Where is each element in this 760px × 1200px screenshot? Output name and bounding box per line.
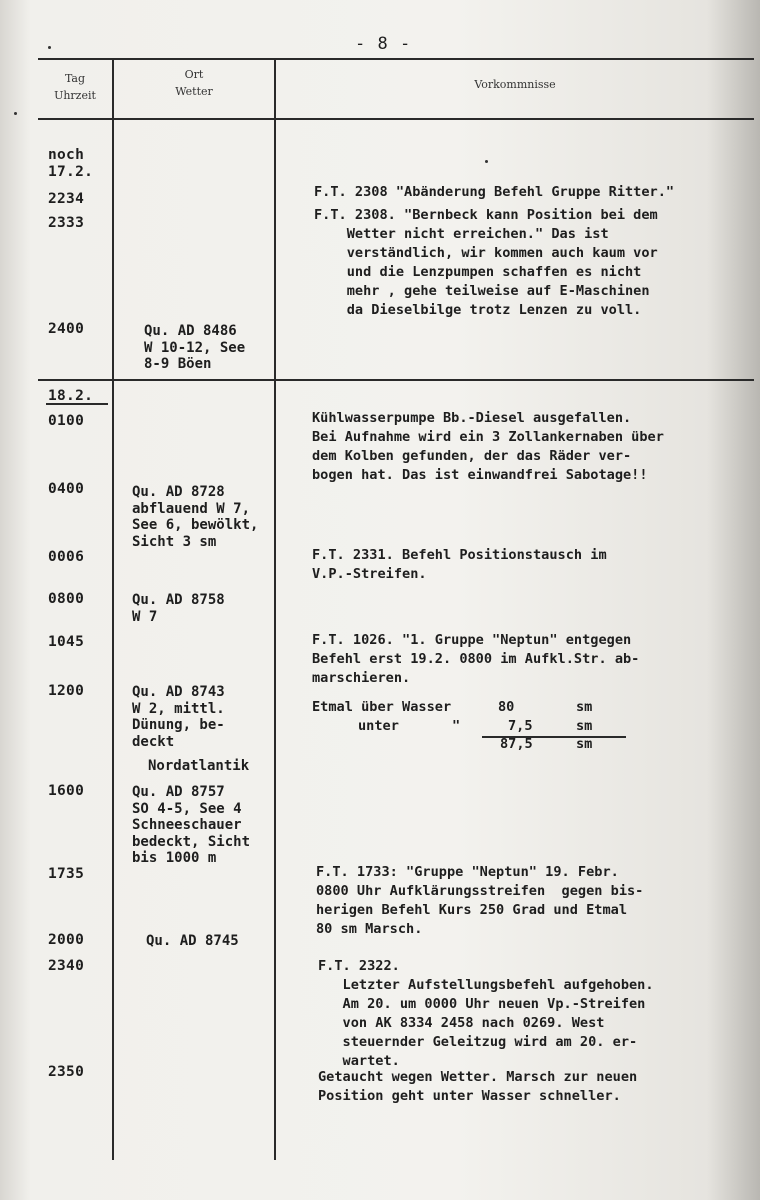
column-divider-2 (274, 58, 276, 1160)
etmal-ditto: " (452, 718, 461, 734)
header-uhrzeit-label: Uhrzeit (54, 89, 96, 102)
entry-time: 2234 (48, 191, 85, 207)
entry-time: noch 17.2. (48, 147, 94, 180)
entry-time: 0100 (48, 413, 85, 429)
paper-speck (14, 112, 17, 115)
header-ort-label: Ort (184, 68, 204, 81)
entry-place: Qu. AD 8743 W 2, mittl. Dünung, be- deckt (132, 684, 225, 750)
entry-time: 1735 (48, 866, 85, 882)
entry-event: F.T. 2308 "Abänderung Befehl Gruppe Ritter." (314, 184, 675, 200)
etmal-unit-2: sm (576, 718, 593, 734)
etmal-total-unit: sm (576, 736, 593, 752)
entry-time: 1200 (48, 683, 85, 699)
entry-time: 2400 (48, 321, 85, 337)
entry-time: 2000 (48, 932, 85, 948)
entry-place: Qu. AD 8728 abflauend W 7, See 6, bewölkt, Sicht 3 sm (132, 484, 259, 550)
table-top-rule (38, 58, 754, 60)
header-bottom-rule (38, 118, 754, 120)
etmal-label-1: Etmal über Wasser (312, 699, 452, 715)
entry-place: Qu. AD 8745 (146, 933, 239, 949)
entry-event: F.T. 1733: "Gruppe "Neptun" 19. Febr. 0800 Uhr Aufklärungsstreifen gegen bis- herigen Befehl Kurs 250 Grad und Etmal 80 sm Marsch. (316, 864, 644, 937)
header-wetter-label: Wetter (175, 85, 213, 98)
entry-time: 2340 (48, 958, 85, 974)
page-number: - 8 - (355, 34, 412, 54)
entry-event: Kühlwasserpumpe Bb.-Diesel ausgefallen. Bei Aufnahme wird ein 3 Zollankernaben über dem Kolben gefunden, der das Räder ver- bogen hat. Das ist einwandfrei Sabotage!! (312, 410, 664, 483)
etmal-total-value: 87,5 (500, 736, 533, 752)
entry-date: 18.2. (48, 388, 94, 404)
column-divider-1 (112, 58, 114, 1160)
day-separator-rule (38, 379, 754, 381)
entry-place: Qu. AD 8757 SO 4-5, See 4 Schneeschauer bedeckt, Sicht bis 1000 m (132, 784, 251, 866)
entry-event: F.T. 2331. Befehl Positionstausch im V.P.-Streifen. (312, 547, 607, 582)
header-ort (116, 66, 272, 100)
entry-place: Qu. AD 8486 W 10-12, See 8-9 Böen (144, 323, 246, 372)
paper-speck (485, 160, 488, 163)
entry-time: 2333 (48, 215, 85, 231)
header-tag-label: Tag (64, 72, 86, 85)
entry-place: Qu. AD 8758 W 7 (132, 592, 225, 625)
entry-event: Getaucht wegen Wetter. Marsch zur neuen Position geht unter Wasser schneller. (318, 1069, 638, 1104)
entry-event: F.T. 1026. "1. Gruppe "Neptun" entgegen Befehl erst 19.2. 0800 im Aufkl.Str. ab- marschieren. (312, 632, 640, 686)
entry-event: F.T. 2308. "Bernbeck kann Position bei dem Wetter nicht erreichen." Das ist verständlich, wir kommen auch kaum vor und die Lenzpumpen schaffen es nicht mehr , gehe teilweise auf E-Maschinen da Dieselbilge trotz Lenzen zu voll. (314, 207, 658, 318)
etmal-label-2: unter (358, 718, 399, 734)
entry-time: 1045 (48, 634, 85, 650)
entry-time: 0400 (48, 481, 85, 497)
header-vorkommnisse: Vorkommnisse (474, 78, 556, 91)
entry-time: 2350 (48, 1064, 85, 1080)
etmal-unit-1: sm (576, 699, 593, 715)
entry-time: 0006 (48, 549, 85, 565)
entry-time: 0800 (48, 591, 85, 607)
entry-event: F.T. 2322. Letzter Aufstellungsbefehl aufgehoben. Am 20. um 0000 Uhr neuen Vp.-Streifen von AK 8334 2458 nach 0269. West steuernder Geleitzug wird am 20. er- wartet. (318, 958, 654, 1069)
entry-place: Nordatlantik (148, 758, 250, 774)
entry-time: 1600 (48, 783, 85, 799)
etmal-value-2: 7,5 (508, 718, 533, 734)
paper-speck (48, 46, 51, 49)
header-tag (40, 70, 110, 104)
etmal-value-1: 80 (498, 699, 515, 715)
